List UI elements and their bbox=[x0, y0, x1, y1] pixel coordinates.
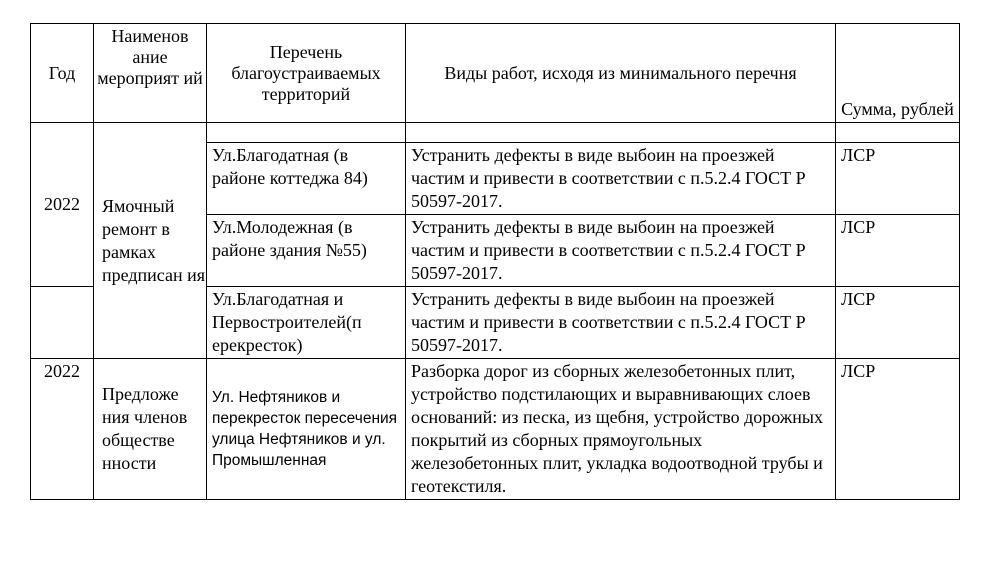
header-works: Виды работ, исходя из минимального перечня bbox=[406, 24, 836, 123]
header-territories: Перечень благоустраиваемых территорий bbox=[207, 24, 406, 123]
territory-cell: Ул.Благодатная и Первостроителей(п ерекресток) bbox=[207, 287, 406, 359]
sum-cell: ЛСР bbox=[836, 287, 960, 359]
work-cell bbox=[406, 287, 836, 359]
group1-event: Ямочный ремонт в рамках предписан ия bbox=[94, 123, 207, 359]
header-year: Год bbox=[31, 24, 94, 123]
work-text: Устранить дефекты в виде выбоин на проезжей частим и привести в соответствии с п.5.2.4 ГОСТ Р 50597-2017. bbox=[411, 145, 806, 211]
table-row bbox=[31, 359, 960, 500]
territory-cell: Ул. Нефтяников и перекресток пересечения улица Нефтяников и ул. Промышленная bbox=[207, 359, 406, 500]
group1-year: 2022 bbox=[31, 123, 94, 287]
spacer-row bbox=[31, 123, 960, 143]
territory-cell: Ул.Благодатная (в районе коттеджа 84) bbox=[207, 143, 406, 215]
work-cell bbox=[406, 215, 836, 287]
work-text: Устранить дефекты в виде выбоин на проезжей частим и привести в соответствии с п.5.2.4 ГОСТ Р 50597-2017. bbox=[411, 289, 806, 355]
spacer-cell bbox=[207, 123, 406, 143]
sum-cell: ЛСР bbox=[836, 143, 960, 215]
spacer-cell bbox=[836, 123, 960, 143]
work-cell: Разборка дорог из сборных железобетонных плит, устройство подстилающих и выравнивающих слоев оснований: из песка, из щебня, устройство дорожных покрытий из сборных прямоугольных железобетонных плит, укладка водоотводной трубы и геотекстиля. bbox=[406, 359, 836, 500]
group2-event: Предложе ния членов обществе нности bbox=[94, 359, 207, 500]
works-table bbox=[30, 23, 960, 500]
document-page bbox=[30, 23, 960, 500]
group2-year: 2022 bbox=[31, 359, 94, 500]
sum-cell: ЛСР bbox=[836, 215, 960, 287]
header-sum: Сумма, рублей bbox=[836, 24, 960, 123]
work-cell bbox=[406, 143, 836, 215]
sum-cell: ЛСР bbox=[836, 359, 960, 500]
work-text: Устранить дефекты в виде выбоин на проезжей частим и привести в соответствии с п.5.2.4 ГОСТ Р 50597-2017. bbox=[411, 217, 806, 283]
header-row bbox=[31, 24, 960, 123]
empty-year-cell bbox=[31, 287, 94, 359]
spacer-cell bbox=[406, 123, 836, 143]
header-event-name: Наименов ание мероприят ий bbox=[94, 24, 207, 123]
territory-cell: Ул.Молодежная (в районе здания №55) bbox=[207, 215, 406, 287]
